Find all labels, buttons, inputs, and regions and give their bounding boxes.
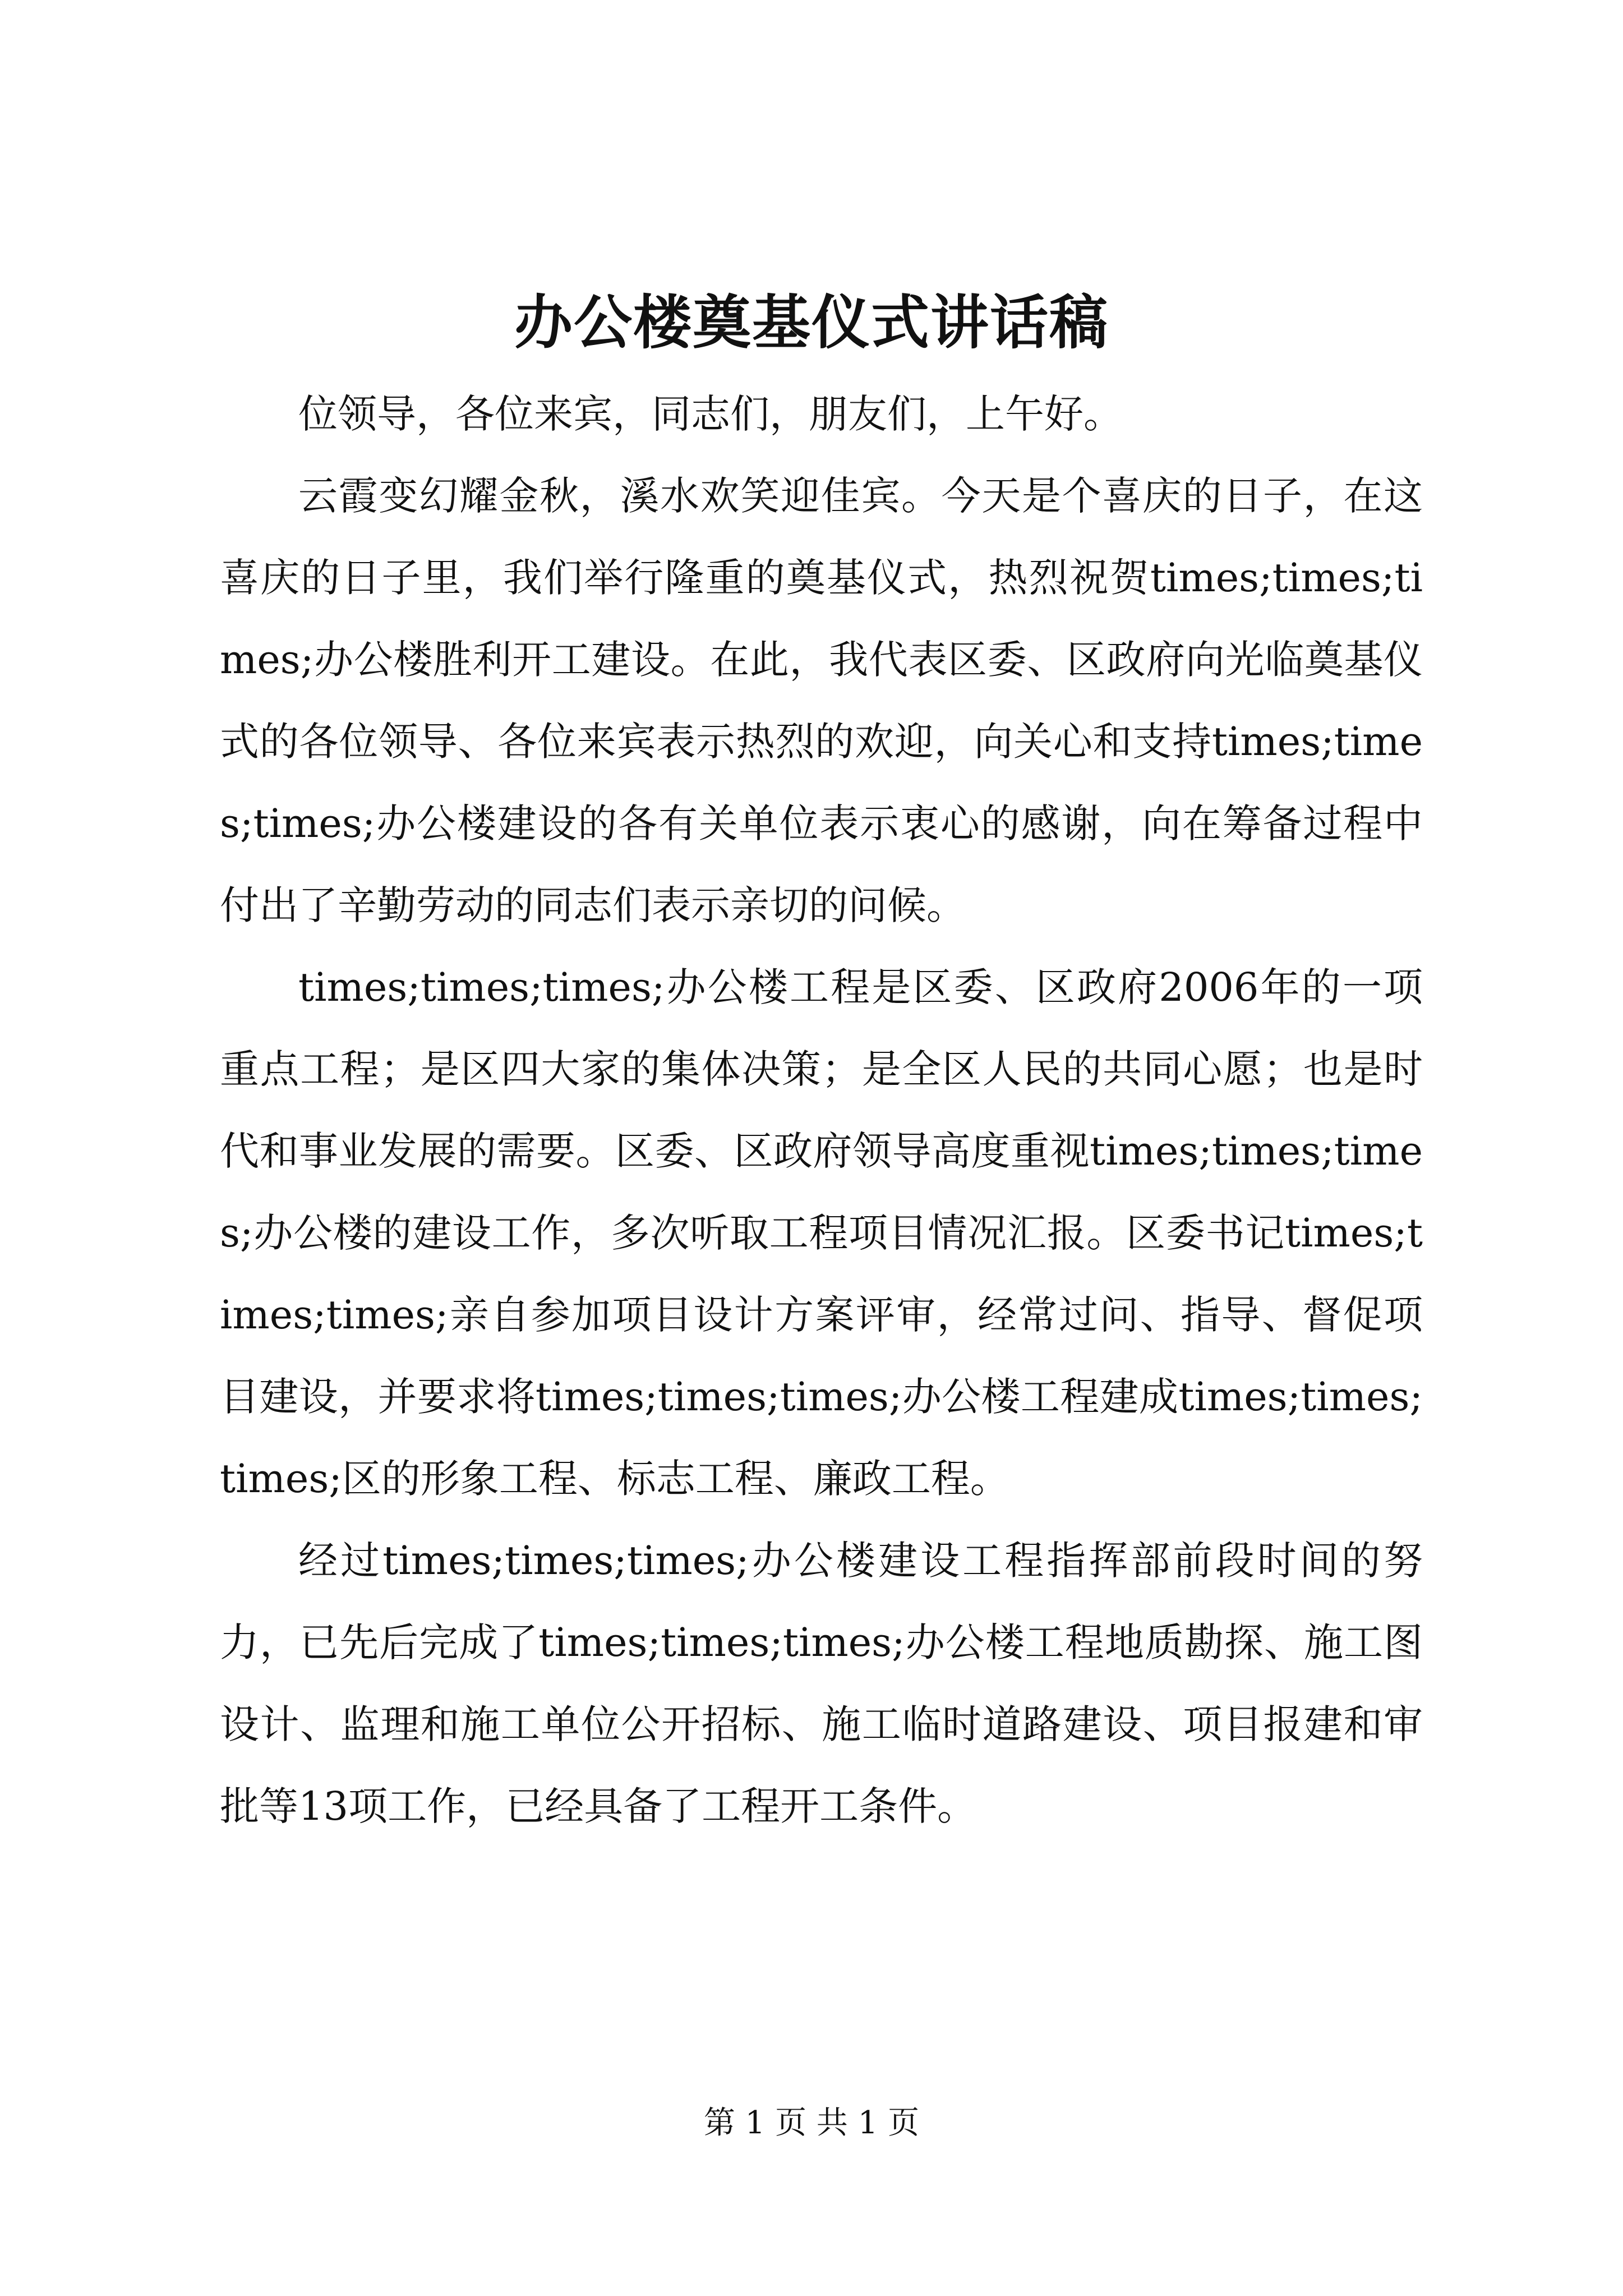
document-title: 办公楼奠基仪式讲话稿 [514,288,1109,357]
document-body [220,373,1423,1847]
paragraph-preparation-status: 经过times;times;times;办公楼建设工程指挥部前段时间的努力，已先后完成了times;times;times;办公楼工程地质勘探、施工图设计、监理和施工单位公开招标、施工临时道路建设、项目报建和审批等13项工作，已经具备了工程开工条件。 [220,1538,1423,1829]
paragraph-welcome: 云霞变幻耀金秋，溪水欢笑迎佳宾。今天是个喜庆的日子，在这喜庆的日子里，我们举行隆重的奠基仪式，热烈祝贺times;times;times;办公楼胜利开工建设。在此，我代表区委、区政府向光临奠基仪式的各位领导、各位来宾表示热烈的欢迎，向关心和支持times;times;times;办公楼建设的各有关单位表示衷心的感谢，向在筹备过程中付出了辛勤劳动的同志们表示亲切的问候。 [220,473,1423,928]
page-footer: 第 1 页 共 1 页 [703,2105,920,2141]
paragraph-greeting: 位领导，各位来宾，同志们，朋友们，上午好。 [298,391,1123,437]
paragraph-project-importance: times;times;times;办公楼工程是区委、区政府2006年的一项重点工程；是区四大家的集体决策；是全区人民的共同心愿；也是时代和事业发展的需要。区委、区政府领导高度重视times;times;times;办公楼的建设工作，多次听取工程项目情况汇报。区委书记times;times;times;亲自参加项目设计方案评审，经常过问、指导、督促项目建设，并要求将times;times;times;办公楼工程建成times;times;times;区的形象工程、标志工程、廉政工程。 [220,964,1423,1502]
